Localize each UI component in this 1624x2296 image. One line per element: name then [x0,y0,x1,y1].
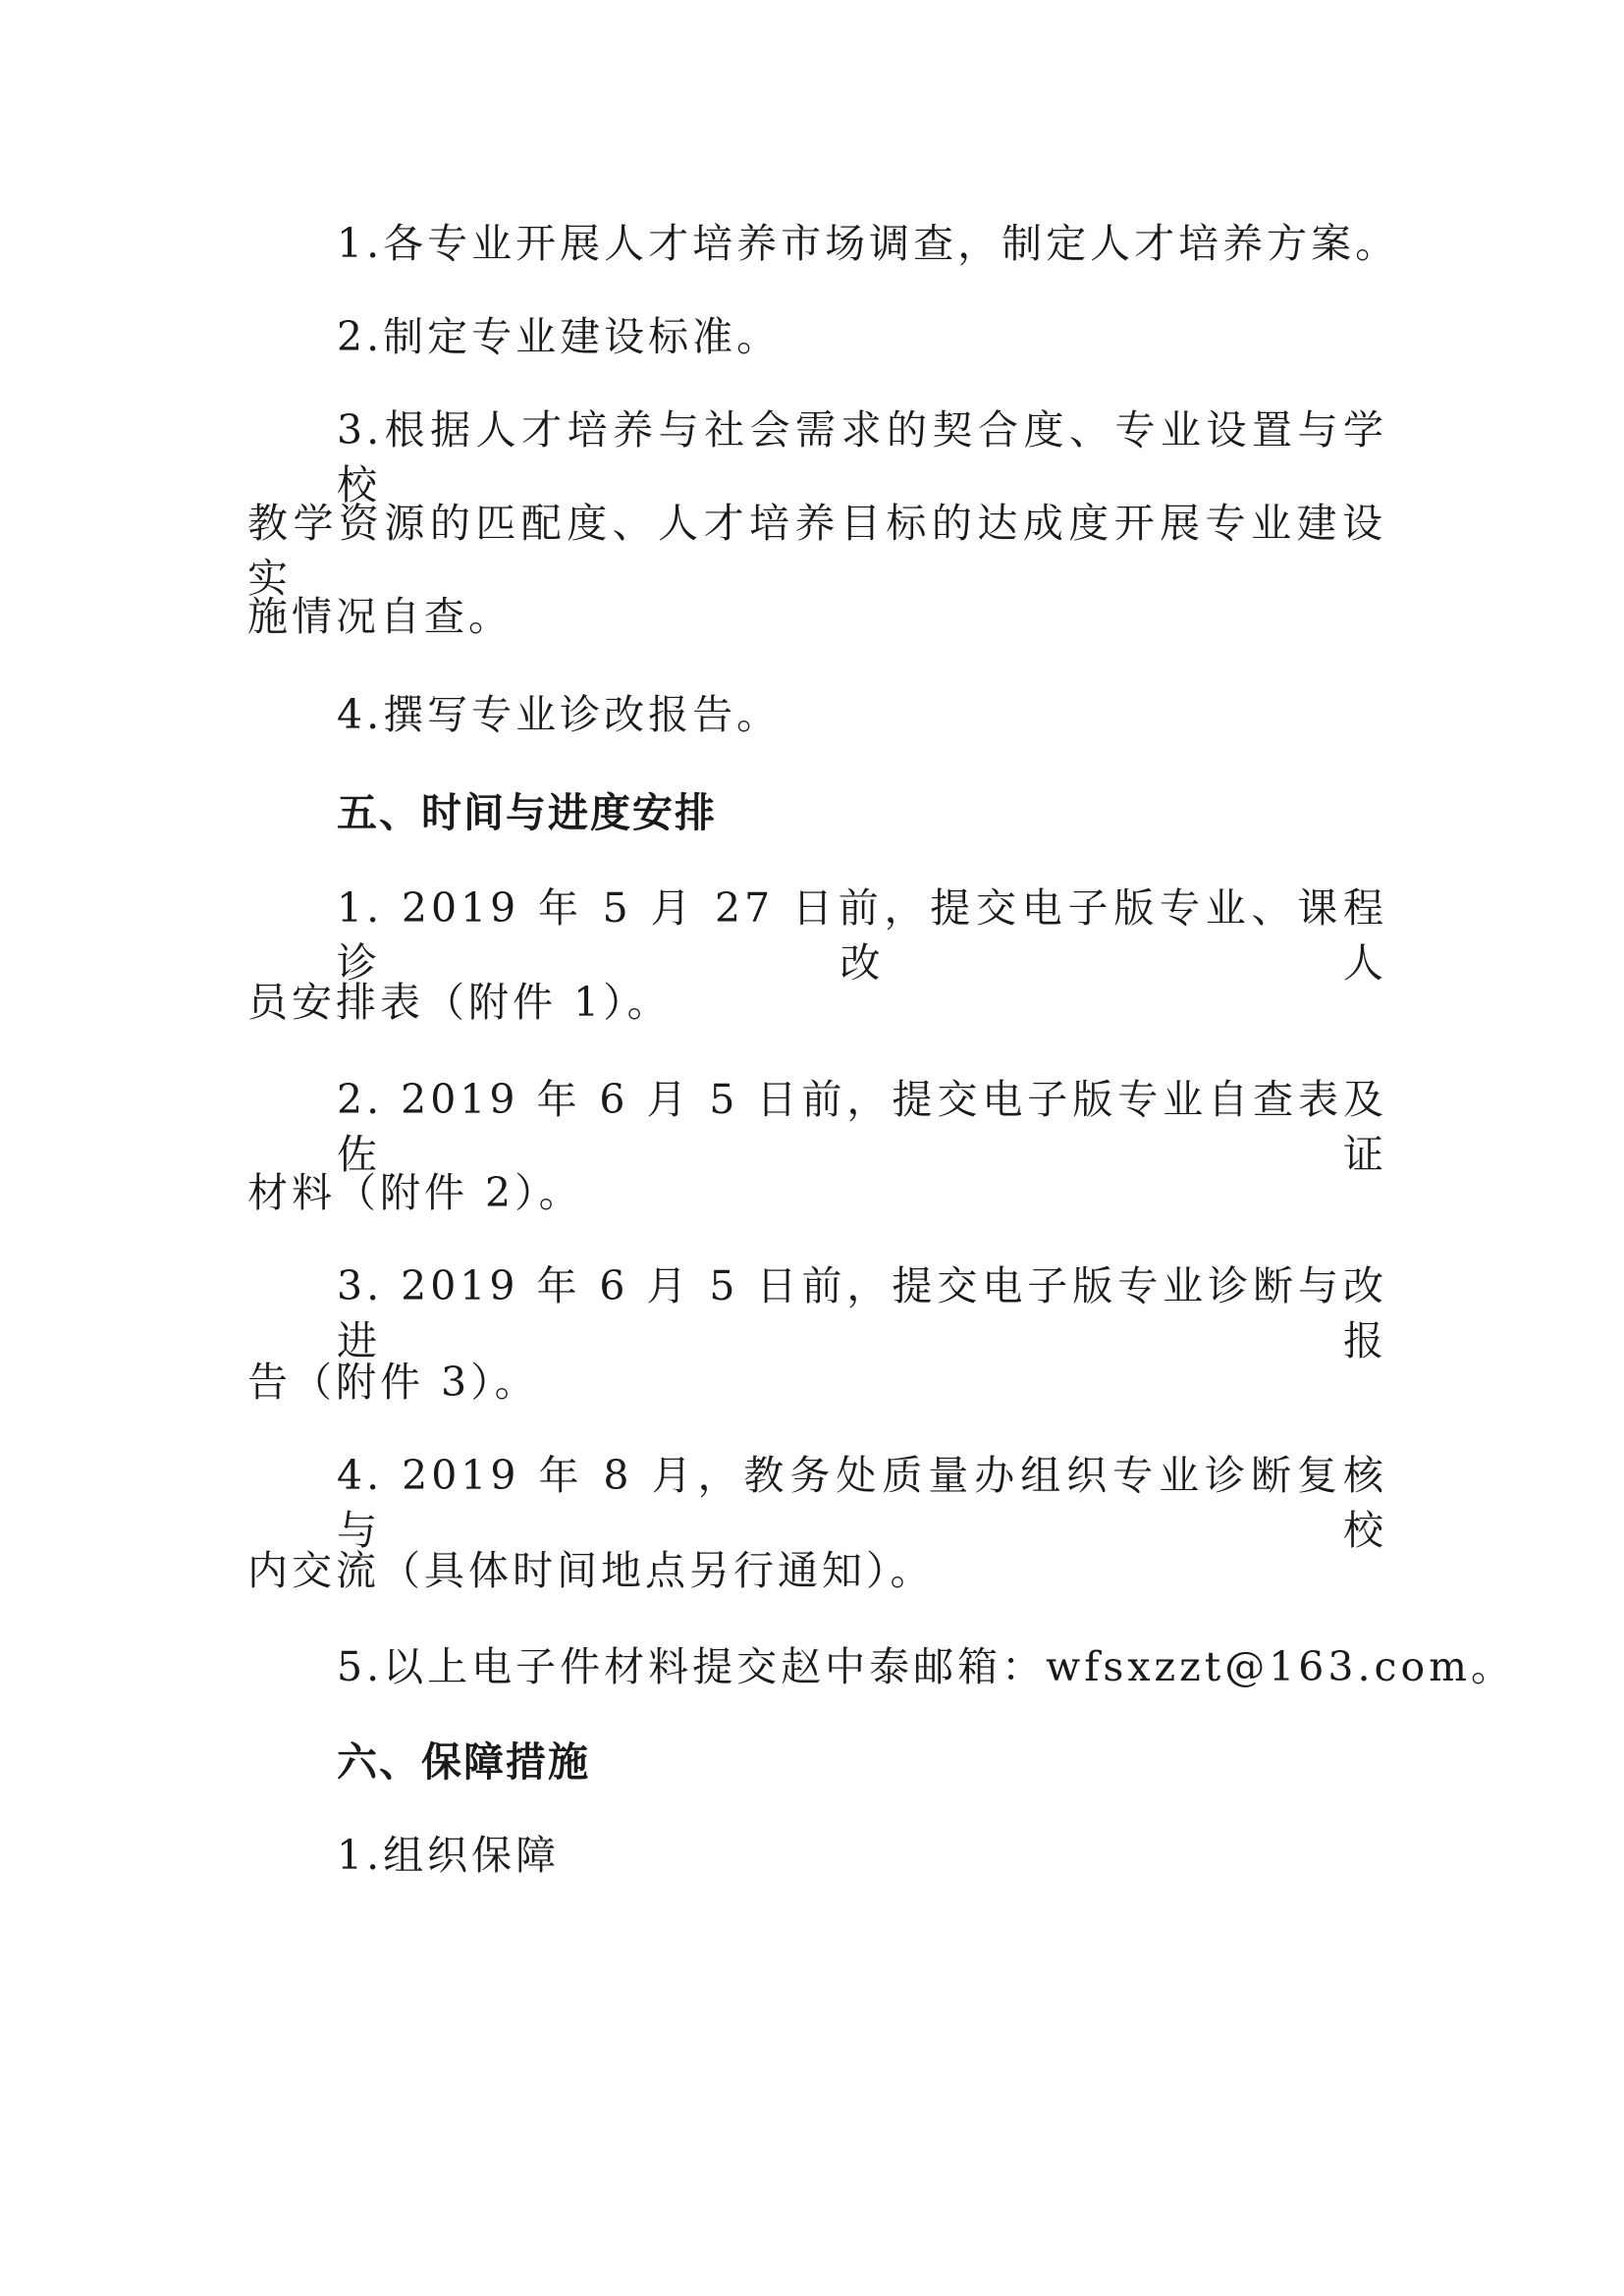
section5-item-3-line-1: 3. 2019 年 6 月 5 日前，提交电子版专业诊断与改进报 [337,1262,1387,1364]
section5-item-1-line-1: 1. 2019 年 5 月 27 日前，提交电子版专业、课程诊改人 [337,884,1387,987]
section4-item-3-line-3: 施情况自查。 [247,593,513,640]
section5-item-4-line-1: 4. 2019 年 8 月，教务处质量办组织专业诊断复核与校 [337,1452,1387,1554]
section4-item-2: 2.制定专业建设标准。 [337,313,782,360]
section4-item-3-line-1: 3.根据人才培养与社会需求的契合度、专业设置与学校 [337,406,1387,508]
section4-item-4: 4.撰写专业诊改报告。 [337,691,782,738]
section4-item-1: 1.各专业开展人才培养市场调查，制定人才培养方案。 [337,220,1400,267]
section5-item-1-line-2: 员安排表（附件 1）。 [247,979,672,1026]
section5-item-2-line-1: 2. 2019 年 6 月 5 日前，提交电子版专业自查表及佐证 [337,1076,1387,1178]
section6-heading: 六、保障措施 [337,1738,590,1786]
section5-item-2-line-2: 材料（附件 2）。 [247,1169,583,1216]
section5-item-5: 5.以上电子件材料提交赵中泰邮箱：wfsxzzt@163.com。 [337,1643,1516,1690]
section5-item-3-line-2: 告（附件 3）。 [247,1359,539,1406]
section5-heading: 五、时间与进度安排 [337,789,717,836]
section4-item-3-line-2: 教学资源的匹配度、人才培养目标的达成度开展专业建设实 [247,500,1386,602]
section5-item-4-line-2: 内交流（具体时间地点另行通知）。 [247,1547,935,1594]
section6-item-1: 1.组织保障 [337,1832,561,1879]
